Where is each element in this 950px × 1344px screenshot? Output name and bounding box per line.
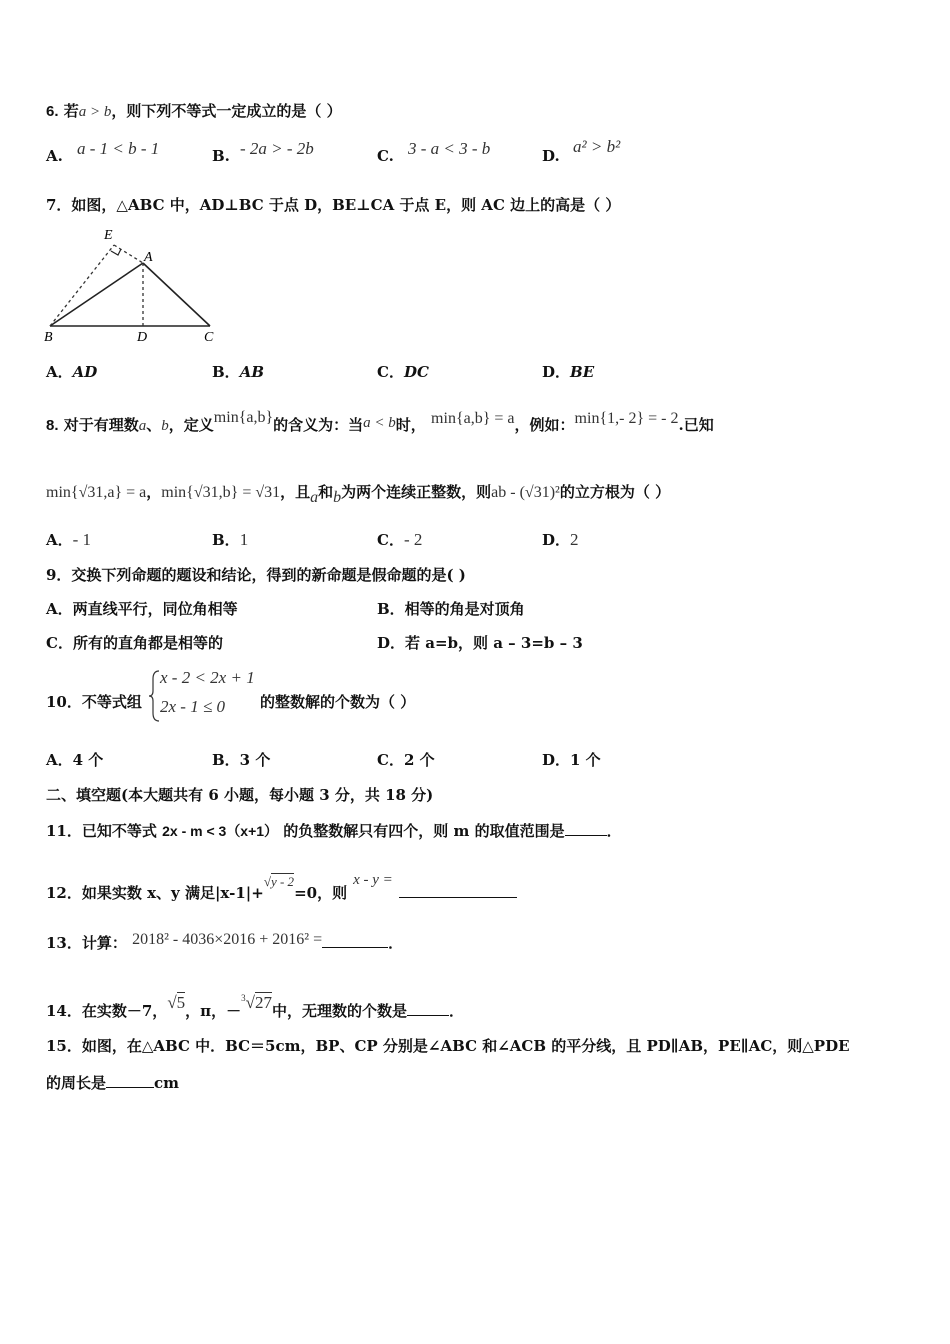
q10-stem-b: 的整数解的个数为（ ） bbox=[260, 693, 416, 711]
q6-option-d[interactable]: D. bbox=[542, 147, 560, 165]
q8-option-a[interactable]: A．- 1 bbox=[46, 530, 92, 549]
q10-system-line1: x - 2 < 2x + 1 bbox=[160, 668, 255, 687]
q10-option-c[interactable]: C．2 个 bbox=[377, 751, 435, 769]
q7-label-c: C bbox=[204, 330, 214, 345]
q8-option-c[interactable]: C．- 2 bbox=[377, 530, 423, 549]
q8-stem-line1: 8. 对于有理数a、b，定义min{a,b}的含义为：当a < b时， min{a,b} = a，例如：min{1,- 2} = - 2.已知 bbox=[46, 409, 714, 434]
q8-option-b[interactable]: B．1 bbox=[212, 530, 249, 549]
q7-right-angle-mark bbox=[111, 249, 121, 255]
q7-label-a: A bbox=[144, 250, 153, 265]
q13-answer-blank[interactable] bbox=[322, 947, 388, 948]
q9-option-b[interactable]: B．相等的角是对顶角 bbox=[377, 600, 525, 618]
q7-option-c[interactable]: C．DC bbox=[377, 363, 429, 381]
q7-label-b: B bbox=[44, 330, 53, 345]
q7-option-b[interactable]: B．AB bbox=[212, 363, 265, 381]
q6-option-d-expr: a² > b² bbox=[573, 137, 621, 156]
q6-number: 6. bbox=[46, 103, 59, 120]
q6-option-a[interactable]: A. bbox=[46, 147, 63, 165]
q12-answer-blank[interactable] bbox=[399, 897, 517, 898]
q7-label-d: D bbox=[137, 330, 148, 345]
q6-stem: 6. 若a > b，则下列不等式一定成立的是（ ） bbox=[46, 102, 342, 120]
q7-option-a[interactable]: A．AD bbox=[46, 363, 98, 381]
q11-stem: 11．已知不等式 2x - m < 3（x+1） 的负整数解只有四个，则 m 的取值范围是 ． bbox=[46, 822, 622, 840]
q14-stem: 14．在实数－7，√5，π，－$^3$√27中，无理数的个数是 ． bbox=[46, 993, 465, 1020]
q9-option-d[interactable]: D．若 a=b，则 a – 3=b – 3 bbox=[377, 634, 583, 652]
q7-triangle-figure bbox=[40, 225, 220, 345]
q9-stem: 9．交换下列命题的题设和结论，得到的新命题是假命题的是( ) bbox=[46, 566, 466, 584]
q6-option-b-expr: - 2a > - 2b bbox=[240, 139, 314, 158]
q10-option-d[interactable]: D．1 个 bbox=[542, 751, 601, 769]
section-2-title: 二、填空题(本大题共有 6 小题，每小题 3 分，共 18 分) bbox=[46, 786, 434, 804]
q15-stem-line1: 15．如图，在△ABC 中．BC＝5cm，BP、CP 分别是∠ABC 和∠ACB 的平分线，且 PD∥AB，PE∥AC，则△PDE bbox=[46, 1037, 850, 1055]
q6-option-c-expr: 3 - a < 3 - b bbox=[408, 139, 491, 158]
q7-segment-ac bbox=[143, 263, 210, 326]
q9-option-a[interactable]: A．两直线平行，同位角相等 bbox=[46, 600, 238, 618]
q10-option-b[interactable]: B．3 个 bbox=[212, 751, 271, 769]
q15-answer-blank[interactable] bbox=[106, 1087, 154, 1088]
q10-stem-a: 10．不等式组 bbox=[46, 693, 142, 711]
q10-option-a[interactable]: A．4 个 bbox=[46, 751, 104, 769]
q6-option-a-expr: a - 1 < b - 1 bbox=[77, 139, 160, 158]
q7-altitude-be bbox=[50, 245, 114, 326]
q9-option-c[interactable]: C．所有的直角都是相等的 bbox=[46, 634, 223, 652]
q10-system-line2: 2x - 1 ≤ 0 bbox=[160, 697, 226, 716]
q11-answer-blank[interactable] bbox=[565, 835, 607, 836]
q13-stem: 13．计算： 2018² - 4036×2016 + 2016² = ． bbox=[46, 931, 404, 952]
q12-stem: 12．如果实数 x、y 满足|x-1|+√y - 2=0，则x - y = bbox=[46, 870, 517, 903]
q14-answer-blank[interactable] bbox=[407, 1015, 449, 1016]
q7-stem: 7．如图，△ABC 中，AD⊥BC 于点 D，BE⊥CA 于点 E，则 AC 边上的高是（ ） bbox=[46, 196, 621, 214]
q7-label-e: E bbox=[104, 228, 113, 243]
q15-stem-line2: 的周长是 cm bbox=[46, 1074, 180, 1092]
q7-segment-ba bbox=[50, 263, 143, 326]
q6-option-b[interactable]: B. bbox=[212, 147, 230, 165]
q8-option-d[interactable]: D．2 bbox=[542, 530, 579, 549]
q7-option-d[interactable]: D．BE bbox=[542, 363, 595, 381]
q8-stem-line2: min{√31,a} = a，min{√31,b} = √31，且a和b为两个连续正整数，则ab - (√31)²的立方根为（ ） bbox=[46, 483, 671, 506]
q6-option-c[interactable]: C. bbox=[377, 147, 394, 165]
